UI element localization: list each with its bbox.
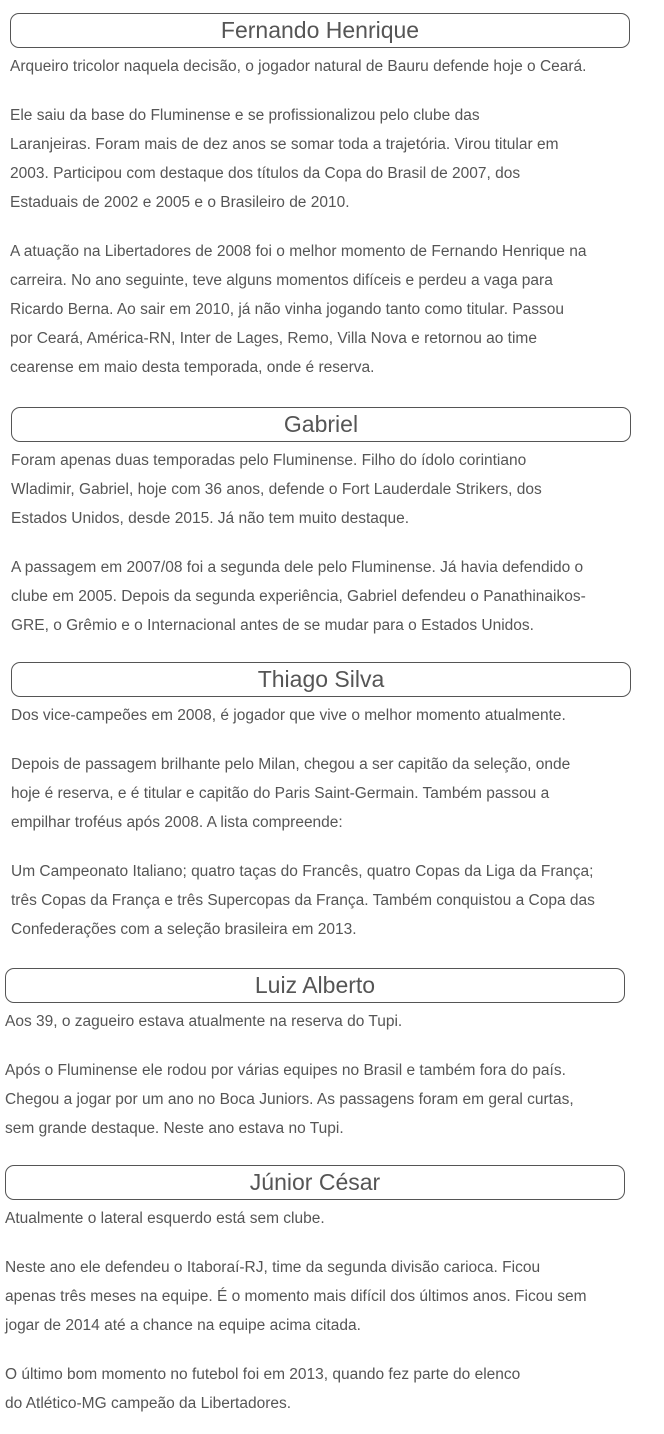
paragraph [10,237,630,382]
player-section-luiz-alberto [5,968,625,1143]
player-name-box: Thiago Silva [11,662,631,697]
text-line: Ricardo Berna. Ao sair em 2010, já não vinha jogando tanto como titular. Passou [10,301,565,318]
text-line: carreira. No ano seguinte, teve alguns momentos difíceis e perdeu a vaga para [10,272,553,289]
text-line: do Atlético-MG campeão da Libertadores. [5,1395,292,1412]
text-line: apenas três meses na equipe. É o momento mais difícil dos últimos anos. Ficou sem [5,1288,587,1305]
text-line: Um Campeonato Italiano; quatro taças do Francês, quatro Copas da Liga da França; [11,863,594,880]
text-line: Estaduais de 2002 e 2005 e o Brasileiro de 2010. [10,194,350,211]
paragraph [10,52,630,81]
text-line: cearense em maio desta temporada, onde é reserva. [10,359,375,376]
text-line: A passagem em 2007/08 foi a segunda dele pelo Fluminense. Já havia defendido o [11,559,584,576]
text-line: jogar de 2014 até a chance na equipe acima citada. [5,1317,361,1334]
text-line: empilhar troféus após 2008. A lista compreende: [11,814,343,831]
player-section-junior-cesar [5,1165,625,1418]
text-line: Dos vice-campeões em 2008, é jogador que vive o melhor momento atualmente. [11,707,566,724]
text-line: clube em 2005. Depois da segunda experiência, Gabriel defendeu o Panathinaikos- [11,588,586,605]
paragraph [5,1360,625,1418]
text-line: GRE, o Grêmio e o Internacional antes de se mudar para o Estados Unidos. [11,617,534,634]
paragraph [11,446,631,533]
player-name-box: Gabriel [11,407,631,442]
text-line: Neste ano ele defendeu o Itaboraí-RJ, time da segunda divisão carioca. Ficou [5,1259,541,1276]
text-line: Arqueiro tricolor naquela decisão, o jogador natural de Bauru defende hoje o Ceará. [10,58,587,75]
paragraph [11,701,631,730]
paragraph [5,1204,625,1233]
player-section-fernando-henrique [10,13,630,382]
text-line: Aos 39, o zagueiro estava atualmente na reserva do Tupi. [5,1013,403,1030]
text-line: Laranjeiras. Foram mais de dez anos se somar toda a trajetória. Virou titular em [10,136,559,153]
text-line: Wladimir, Gabriel, hoje com 36 anos, defende o Fort Lauderdale Strikers, dos [11,481,542,498]
text-line: Depois de passagem brilhante pelo Milan, chegou a ser capitão da seleção, onde [11,756,571,773]
player-section-gabriel [11,407,631,640]
text-line: Ele saiu da base do Fluminense e se profissionalizou pelo clube das [10,107,480,124]
text-line: Confederações com a seleção brasileira em 2013. [11,921,357,938]
paragraph [5,1253,625,1340]
player-section-thiago-silva [11,662,631,944]
text-line: Estados Unidos, desde 2015. Já não tem muito destaque. [11,510,410,527]
text-line: Foram apenas duas temporadas pelo Fluminense. Filho do ídolo corintiano [11,452,527,469]
text-line: por Ceará, América-RN, Inter de Lages, Remo, Villa Nova e retornou ao time [10,330,537,347]
text-line: A atuação na Libertadores de 2008 foi o melhor momento de Fernando Henrique na [10,243,587,260]
paragraph [11,857,631,944]
text-line: três Copas da França e três Supercopas da França. Também conquistou a Copa das [11,892,595,909]
text-line: 2003. Participou com destaque dos títulos da Copa do Brasil de 2007, dos [10,165,521,182]
paragraph [5,1007,625,1036]
paragraph [11,750,631,837]
player-name-box: Fernando Henrique [10,13,630,48]
paragraph [10,101,630,217]
text-line: Chegou a jogar por um ano no Boca Juniors. As passagens foram em geral curtas, [5,1091,574,1108]
text-line: hoje é reserva, e é titular e capitão do Paris Saint-Germain. Também passou a [11,785,550,802]
paragraph [5,1056,625,1143]
text-line: Após o Fluminense ele rodou por várias equipes no Brasil e também fora do país. [5,1062,566,1079]
paragraph [11,553,631,640]
text-line: Atualmente o lateral esquerdo está sem clube. [5,1210,325,1227]
player-name-box: Júnior César [5,1165,625,1200]
player-name-box: Luiz Alberto [5,968,625,1003]
text-line: O último bom momento no futebol foi em 2013, quando fez parte do elenco [5,1366,521,1383]
text-line: sem grande destaque. Neste ano estava no Tupi. [5,1120,344,1137]
